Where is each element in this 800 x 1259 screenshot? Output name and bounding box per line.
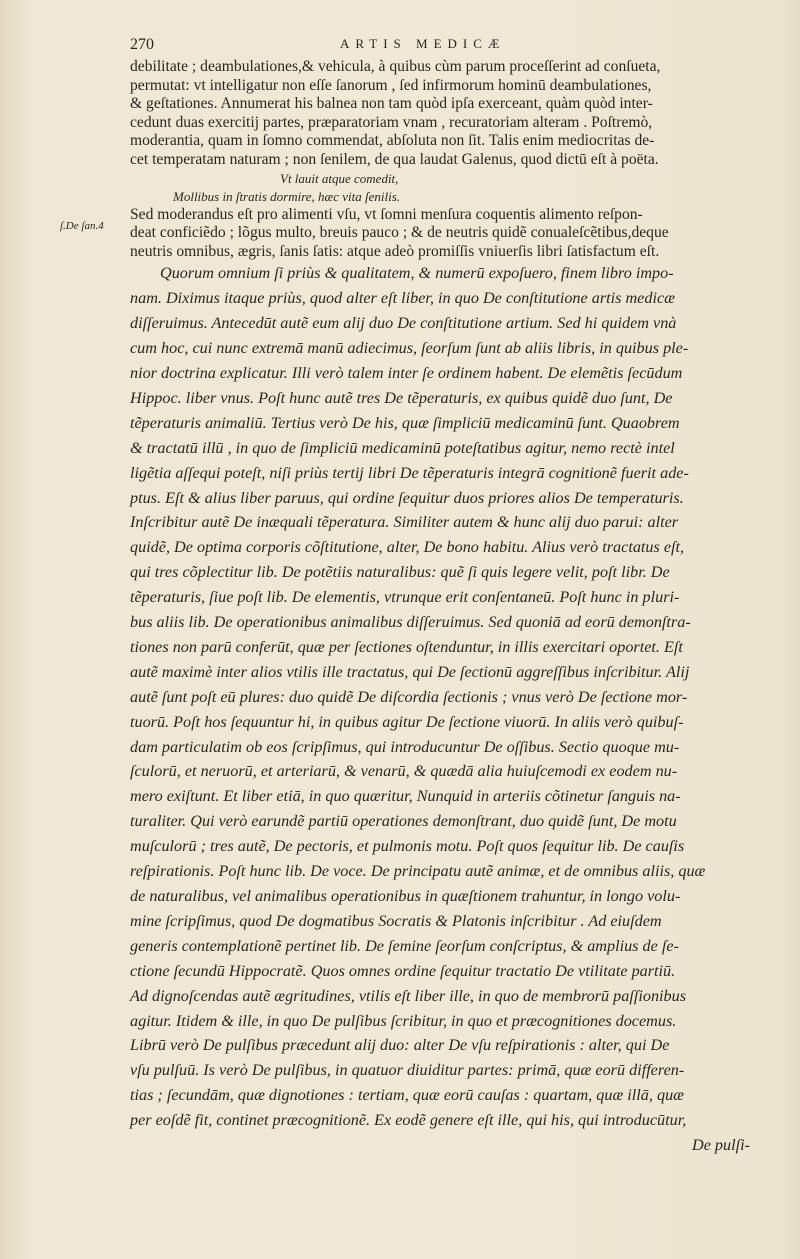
text-line: neutris omnibus, ægris, ſanis ſatis: atque adeò promiſſis vniuerſis libri ſatisfactum eſt. xyxy=(130,242,660,260)
italic-text-line: bus aliis lib. De operationibus animalibus diſſeruimus. Sed quoniā ad eorū demonſtra- xyxy=(130,613,691,632)
italic-text-line: cum hoc, cui nunc extremā manū adiecimus, ſeorſum ſunt ab aliis libris, in quibus ple- xyxy=(130,339,689,358)
text-line: cedunt duas exercitij partes, præparatoriam vnam , recuratoriam alteram . Poſtremò, xyxy=(130,113,653,131)
italic-text-line: reſpirationis. Poſt hunc lib. De voce. De principatu autẽ animæ, et de omnibus aliis, quæ xyxy=(130,862,706,881)
italic-text-line: mero exiſtunt. Et liber etiā, in quo quæritur, Nunquid in arteriis cõtinetur ſanguis na- xyxy=(130,787,681,806)
italic-text-line: diſſeruimus. Antecedūt autẽ eum alij duo De conſtitutione artium. Sed hi quidem vnà xyxy=(130,314,677,333)
italic-text-line: qui tres cõplectitur lib. De potẽtiis naturalibus: quẽ ſi quis legere velit, poſt libr. De xyxy=(130,563,670,582)
page-number: 270 xyxy=(130,36,154,53)
italic-text-line: Quorum omnium ſi priùs & qualitatem, & numerū expoſuero, finem libro impo- xyxy=(160,264,674,283)
italic-text-line: dam particulatim ob eos ſcripſimus, qui introducuntur De oſſibus. Sectio quoque mu- xyxy=(130,737,680,756)
page-header xyxy=(130,36,750,58)
italic-text-line: Ad dignoſcendas autẽ ægritudines, vtilis eſt liber ille, in quo de membrorū paſſionibus xyxy=(130,986,687,1005)
text-line: Sed moderandus eſt pro alimenti vſu, vt ſomni menſura coquentis alimento reſpon- xyxy=(130,205,643,223)
italic-text-line: turaliter. Qui verò earundẽ partiū operationes demonſtrant, duo quidẽ ſunt, De motu xyxy=(130,812,677,831)
italic-text-line: Librū verò De pulſibus præcedunt alij duo: alter De vſu reſpirationis : alter, qui De xyxy=(130,1036,670,1055)
italic-text-line: tuorū. Poſt hos ſequuntur hi, in quibus agitur De ſectione viuorū. In aliis verò quibuſ- xyxy=(130,712,684,731)
italic-text-line: autẽ ſunt poſt eū plures: duo quidẽ De diſcordia ſectionis ; vnus verò De ſectione mor- xyxy=(130,687,688,706)
italic-text-line: & tractatū illū , in quo de ſimpliciū medicaminū poteſtatibus agitur, nemo rectè intel xyxy=(130,438,675,457)
text-line: cet temperatam naturam ; non ſenilem, de qua laudat Galenus, quod dictū eſt à poëta. xyxy=(130,150,659,168)
italic-text-line: muſculorū ; tres autẽ, De pectoris, et pulmonis motu. Poſt quos ſequitur lib. De cauſis xyxy=(130,837,685,856)
text-body xyxy=(130,58,752,1158)
italic-text-line: mine ſcripſimus, quod De dogmatibus Socratis & Platonis inſcribitur . Ad eiuſdem xyxy=(130,911,662,930)
italic-text-line: de naturalibus, vel animalibus operationibus in quæſtionem trahuntur, in longo volu- xyxy=(130,887,681,905)
italic-text-line: nior doctrina explicatur. Illi verò talem inter ſe ordinem habent. De elemẽtis ſecūdum xyxy=(130,363,683,382)
italic-text-line: ptus. Eſt & alius liber paruus, qui ordine ſequitur duos priores alios De temperaturis. xyxy=(130,488,684,507)
text-line: moderantia, quam in ſomno commendat, abſoluta non ſit. Talis enim mediocritas de- xyxy=(130,132,655,150)
italic-text-line: agitur. Itidem & ille, in quo De pulſibus ſcribitur, in quo et præcognitiones docemus. xyxy=(130,1011,677,1030)
italic-text-line: tiones non parū conferūt, quæ per ſectiones oſtenduntur, in illis exercitari oportet. Eſt xyxy=(130,637,683,656)
margin-note: ſ.De ſan.4 xyxy=(60,220,104,232)
italic-text-line: tẽperaturis animaliū. Tertius verò De his, quæ ſimpliciū medicaminū ſunt. Quaobrem xyxy=(130,413,680,432)
italic-text-line: nam. Diximus itaque priùs, quod alter eſt liber, in quo De conſtitutione artis medicæ xyxy=(130,289,675,308)
italic-paragraph xyxy=(130,261,752,1133)
italic-text-line: Hippoc. liber vnus. Poſt hunc autẽ tres De tẽperaturis, ex quibus quidẽ duo ſunt, De xyxy=(130,388,673,407)
italic-text-line: per eoſdẽ fit, continet præcognitionẽ. Ex eodẽ genere eſt ille, qui his, qui introducūtur, xyxy=(130,1111,687,1130)
italic-text-line: generis contemplationẽ pertinet lib. De ſemine ſeorſum conſcriptus, & amplius de ſe- xyxy=(130,936,679,955)
italic-text-line: autẽ maximè inter alios vtilis ille tractatus, qui De ſectionū aggreſſibus inſcribitur. Alij xyxy=(130,662,690,681)
roman-paragraph-2 xyxy=(130,206,752,262)
italic-text-line: ligẽtia aſſequi poteſt, niſi priùs tertij libri De tẽperaturis integrā cognitionẽ fuerit ade- xyxy=(130,463,689,482)
text-line: & geſtationes. Annumerat his balnea non tam quòd ipſa exerceant, quàm quòd inter- xyxy=(130,95,653,113)
italic-text-line: quidẽ, De optima corporis cõſtitutione, alter, De bono habitu. Alius verò tractatus eſt, xyxy=(130,538,685,557)
catchword: De pulſi- xyxy=(692,1136,750,1155)
italic-text-line: vſu pulſuū. Is verò De pulſibus, in quatuor diuiditur partes: primā, quæ eorū differen- xyxy=(130,1061,685,1080)
italic-text-line: ſculorū, et neruorū, et arteriarū, & venarū, & quædā alia huiuſcemodi ex eodem nu- xyxy=(130,762,678,781)
italic-text-line: ctione ſecundū Hippocratẽ. Quos omnes ordine ſequitur tractatio De vtilitate partiū. xyxy=(130,961,676,980)
running-head: ARTIS MEDICÆ xyxy=(340,36,506,51)
italic-text-line: Inſcribitur autẽ De inæquali tẽperatura. Similiter autem & hunc alij duo parui: alter xyxy=(130,513,679,532)
italic-text-line: tias ; ſecundām, quæ dignotiones : tertiam, quæ eorū cauſas : quartam, quæ illā, quæ xyxy=(130,1086,684,1105)
text-line: permutat: vt intelligatur non eſſe ſanorum , ſed infirmorum hominū deambulationes, xyxy=(130,76,652,94)
verse-line: Mollibus in ſtratis dormire, hæc vita ſenilis. xyxy=(173,188,401,204)
italic-text-line: tẽperaturis, ſiue poſt lib. De elementis, vtrunque erit conſentaneū. Poſt hunc in pluri- xyxy=(130,588,680,607)
verse-line: Vt lauit atque comedit, xyxy=(280,170,399,186)
text-line: deat conficiẽdo ; lõgus multo, breuis pauco ; & de neutris quidẽ conualeſcẽtibus,deque xyxy=(130,224,669,242)
text-line: debilitate ; deambulationes,& vehicula, à quibus cùm parum proceſſerint ad conſueta, xyxy=(130,58,661,75)
verse-quote xyxy=(130,170,752,206)
roman-paragraph-1 xyxy=(130,58,752,170)
